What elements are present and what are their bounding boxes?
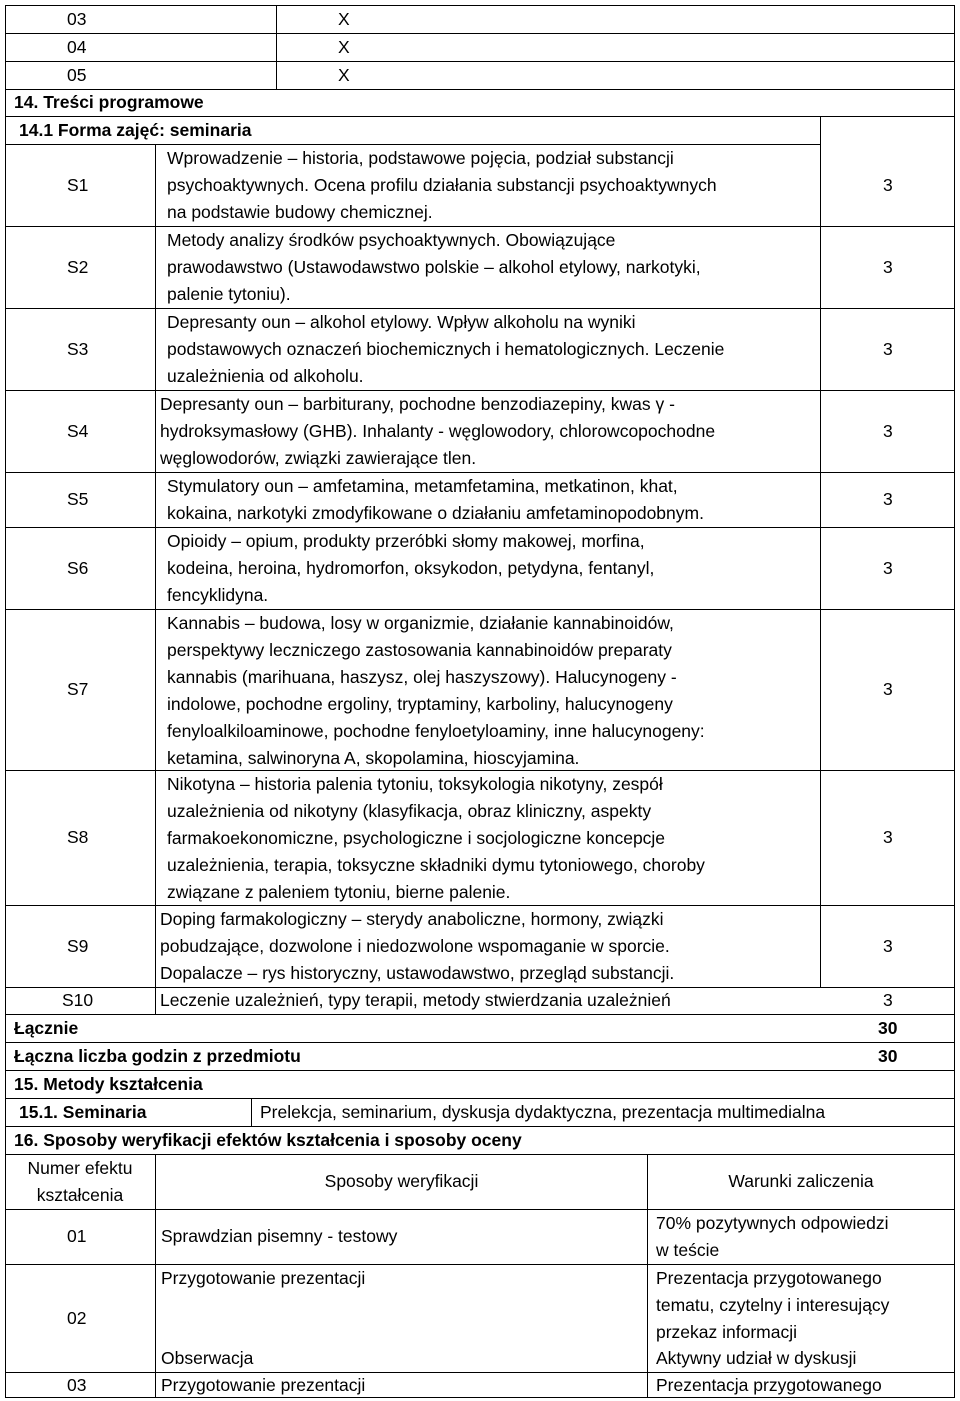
header-pass-criteria: Warunki zaliczenia <box>728 1171 874 1191</box>
seminar-topic: Opioidy – opium, produkty przeróbki słomy makowej, morfina, kodeina, heroina, hydromorfon, oksykodon, petydyna, fentanyl, fencyklidyna. <box>167 531 655 605</box>
seminar-id: S10 <box>62 990 94 1010</box>
seminar-hours: 3 <box>883 827 893 847</box>
seminar-topic: Wprowadzenie – historia, podstawowe pojęcia, podział substancji psychoaktywnych. Ocena profilu działania substancji psychoaktywnych na podstawie budowy chemicznej. <box>167 148 717 222</box>
seminar-topic: Stymulatory oun – amfetamina, metamfetamina, metkatinon, khat, kokaina, narkotyki zmodyfikowane o działaniu amfetaminopodobnym. <box>167 476 704 523</box>
teaching-form: 15.1. Seminaria <box>19 1102 147 1122</box>
verification-method: Sprawdzian pisemny - testowy <box>161 1226 398 1246</box>
seminar-id: S8 <box>67 827 89 847</box>
seminar-id: S2 <box>67 257 89 277</box>
seminar-hours: 3 <box>883 175 893 195</box>
grand-total-label: Łączna liczba godzin z przedmiotu <box>14 1046 301 1066</box>
seminar-topic: Nikotyna – historia palenia tytoniu, toksykologia nikotyny, zespół uzależnienia od nikotyny (klasyfikacja, obraz kliniczny, aspekty farmakoekonomiczne, psychologiczne i socjologiczne koncepcje uzależnienia, terapia, toksyczne składniki dymu tytoniowego, choroby związane z paleniem tytoniu, bierne palenie. <box>167 774 705 902</box>
top-row-code: 05 <box>67 65 87 85</box>
seminar-topic: Depresanty oun – alkohol etylowy. Wpływ alkoholu na wyniki podstawowych oznaczeń biochemicznych i hematologicznych. Leczenie uzależnienia od alkoholu. <box>167 312 725 386</box>
top-row-mark: X <box>338 9 350 29</box>
seminar-topic: Metody analizy środków psychoaktywnych. Obowiązujące prawodawstwo (Ustawodawstwo polskie – alkohol etylowy, narkotyki, palenie tytoniu). <box>167 230 701 304</box>
seminar-hours: 3 <box>883 679 893 699</box>
pass-criteria: Aktywny udział w dyskusji <box>656 1348 857 1368</box>
top-row-code: 04 <box>67 37 87 57</box>
pass-criteria: 70% pozytywnych odpowiedzi w teście <box>656 1213 889 1260</box>
verification-method: Obserwacja <box>161 1348 254 1368</box>
header-verification-method: Sposoby weryfikacji <box>324 1171 479 1191</box>
seminar-hours: 3 <box>883 421 893 441</box>
seminar-id: S3 <box>67 339 89 359</box>
seminar-hours: 3 <box>883 489 893 509</box>
top-row-mark: X <box>338 37 350 57</box>
section-16-title: 16. Sposoby weryfikacji efektów kształcenia i sposoby oceny <box>14 1130 522 1150</box>
seminar-hours: 3 <box>883 257 893 277</box>
total-label: Łącznie <box>14 1018 79 1038</box>
seminar-hours: 3 <box>883 990 893 1010</box>
syllabus-page <box>5 5 955 1398</box>
seminar-id: S9 <box>67 936 89 956</box>
seminar-topic: Leczenie uzależnień, typy terapii, metody stwierdzania uzależnień <box>160 990 671 1010</box>
effect-number: 02 <box>67 1308 87 1328</box>
effect-number: 03 <box>67 1375 87 1395</box>
seminar-id: S7 <box>67 679 89 699</box>
verification-method: Przygotowanie prezentacji <box>161 1375 366 1395</box>
section-14-title: 14. Treści programowe <box>14 92 204 112</box>
section-15-title: 15. Metody kształcenia <box>14 1074 203 1094</box>
grand-total-value: 30 <box>878 1046 898 1066</box>
top-row-mark: X <box>338 65 350 85</box>
teaching-methods: Prelekcja, seminarium, dyskusja dydaktyczna, prezentacja multimedialna <box>260 1102 826 1122</box>
seminar-hours: 3 <box>883 558 893 578</box>
seminar-id: S6 <box>67 558 89 578</box>
seminar-topic: Doping farmakologiczny – sterydy anaboliczne, hormony, związki pobudzające, dozwolone i niedozwolone wspomaganie w sporcie. Dopalacze – rys historyczny, ustawodawstwo, przegląd substancji. <box>160 909 675 983</box>
seminar-id: S1 <box>67 175 89 195</box>
effect-number: 01 <box>67 1226 87 1246</box>
seminar-topic: Kannabis – budowa, losy w organizmie, działanie kannabinoidów, perspektywy leczniczego zastosowania kannabinoidów preparaty kannabis (marihuana, haszysz, olej haszyszowy). Halucynogeny - indolowe, pochodne ergoliny, tryptaminy, karboliny, halucynogeny fenyloalkiloaminowe, pochodne fenyloetyloaminy, inne halucynogeny: ketamina, salwinoryna A, skopolamina, hioscyjamina. <box>167 613 705 768</box>
seminar-hours: 3 <box>883 339 893 359</box>
pass-criteria: Prezentacja przygotowanego tematu, czytelny i interesujący przekaz informacji <box>656 1268 890 1342</box>
seminar-topic: Depresanty oun – barbiturany, pochodne benzodiazepiny, kwas γ - hydroksymasłowy (GHB). Inhalanty - węglowodory, chlorowcopochodne węglowodorów, związki zawierające tlen. <box>160 394 716 468</box>
header-effect-number: Numer efektu kształcenia <box>27 1158 133 1205</box>
top-row-code: 03 <box>67 9 87 29</box>
total-value: 30 <box>878 1018 898 1038</box>
verification-method: Przygotowanie prezentacji <box>161 1268 366 1288</box>
seminar-id: S5 <box>67 489 89 509</box>
pass-criteria: Prezentacja przygotowanego <box>656 1375 882 1395</box>
seminar-hours: 3 <box>883 936 893 956</box>
seminar-id: S4 <box>67 421 89 441</box>
section-14-subtitle: 14.1 Forma zajęć: seminaria <box>19 120 252 140</box>
